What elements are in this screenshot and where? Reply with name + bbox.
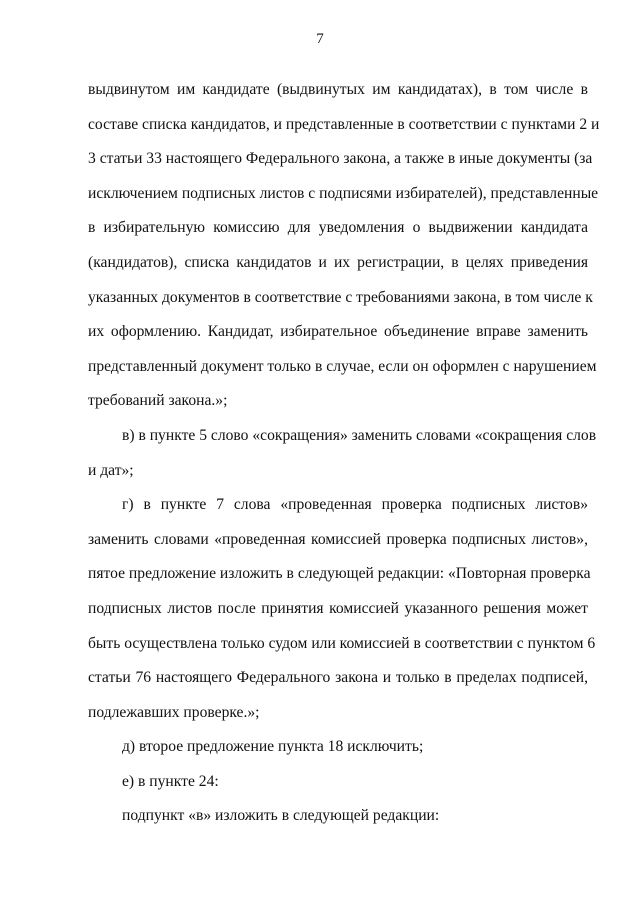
text-line: подлежавших проверке.»; [88, 703, 260, 721]
text-line: выдвинутом им кандидате (выдвинутых им кандидатах), в том числе в [88, 81, 588, 98]
text-line: 3 статьи 33 настоящего Федерального закона, а также в иные документы (за [88, 150, 593, 168]
text-line: подпункт «в» изложить в следующей редакции: [122, 807, 440, 825]
text-line: г) в пункте 7 слова «проведенная проверка подписных листов» [122, 496, 588, 514]
text-line: быть осуществлена только судом или комиссией в соответствии с пунктом 6 [88, 634, 596, 652]
text-line: и дат»; [88, 461, 134, 479]
text-line: в) в пункте 5 слово «сокращения» заменить словами «сокращения слов [122, 426, 597, 444]
document-body [88, 73, 600, 834]
text-line: составе списка кандидатов, и представленные в соответствии с пунктами 2 и [88, 115, 600, 133]
text-line: е) в пункте 24: [122, 772, 219, 790]
text-line: д) второе предложение пункта 18 исключить; [122, 738, 424, 756]
text-line: (кандидатов), списка кандидатов и их регистрации, в целях приведения [88, 253, 588, 271]
text-line: указанных документов в соответствие с требованиями закона, в том числе к [88, 288, 593, 306]
page-number: 7 [316, 31, 324, 47]
text-line: их оформлению. Кандидат, избирательное объединение вправе заменить [88, 323, 588, 341]
text-line: пятое предложение изложить в следующей редакции: «Повторная проверка [88, 565, 591, 583]
text-line: в избирательную комиссию для уведомления о выдвижении кандидата [88, 219, 588, 237]
text-line: заменить словами «проведенная комиссией проверка подписных листов», [88, 530, 588, 548]
text-line: подписных листов после принятия комиссией указанного решения может [88, 599, 588, 617]
text-line: требований закона.»; [88, 392, 228, 410]
text-line: представленный документ только в случае, если он оформлен с нарушением [88, 357, 597, 375]
text-line: исключением подписных листов с подписями избирателей), представленные [88, 184, 599, 202]
text-line: статьи 76 настоящего Федерального закона и только в пределах подписей, [88, 669, 588, 687]
